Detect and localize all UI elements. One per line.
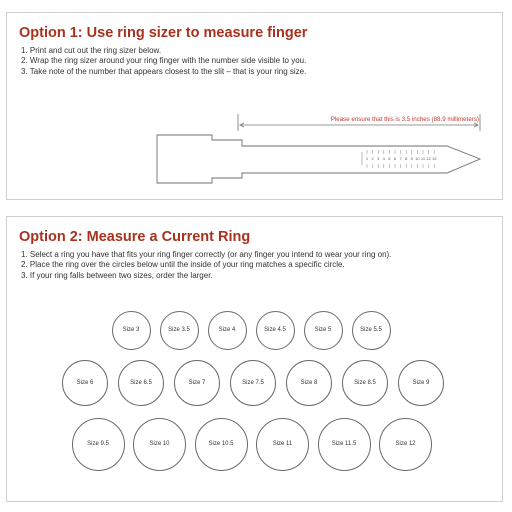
ring-circle	[342, 360, 388, 406]
ring-size-label: Size 8.5	[354, 380, 376, 386]
ring-circle	[318, 418, 371, 471]
ruler-note: Please ensure that this is 3.5 inches (88.9 millimeters)	[330, 116, 479, 123]
option1-step-3: 3. Take note of the number that appears closest to the slit – that is your ring size.	[21, 66, 307, 76]
ring-circle	[256, 311, 295, 350]
sizer-number: 8	[405, 156, 408, 161]
ring-circle	[286, 360, 332, 406]
sizer-number: 6	[393, 156, 397, 161]
sizer-number: 13	[431, 156, 437, 161]
ring-circle	[133, 418, 186, 471]
ring-size-label: Size 12	[395, 441, 416, 447]
sizer-number: 3	[377, 156, 380, 161]
ring-size-label: Size 9	[412, 380, 430, 386]
ring-size-label: Size 11.5	[331, 441, 357, 447]
ring-size-label: Size 4.5	[264, 327, 286, 333]
sizer-number: 10	[415, 156, 420, 161]
ring-sizer-section	[6, 12, 503, 200]
option2-steps	[21, 250, 391, 281]
ring-circle	[160, 311, 199, 350]
option1-step-2: 2. Wrap the ring sizer around your ring finger with the number side visible to you.	[21, 56, 307, 66]
ring-circle	[352, 311, 391, 350]
ring-size-label: Size 6	[76, 380, 94, 386]
option1-step-1: 1. Print and cut out the ring sizer below.	[21, 46, 162, 55]
sizer-number: 5	[388, 156, 391, 161]
sizer-number: 4	[382, 156, 385, 161]
option2-step-1: 1. Select a ring you have that fits your ring finger correctly (or any finger you intend to wear your ring on).	[21, 250, 392, 259]
ring-circle	[208, 311, 247, 350]
option1-title: Option 1: Use ring sizer to measure finger	[19, 25, 308, 41]
ring-circle	[72, 418, 125, 471]
ring-circle	[118, 360, 164, 406]
ring-circle	[304, 311, 343, 350]
ring-circle	[230, 360, 276, 406]
option2-step-2: 2. Place the ring over the circles below until the inside of your ring matches a specific circle.	[21, 260, 345, 270]
ring-size-label: Size 11	[272, 441, 293, 447]
ring-size-label: Size 10.5	[208, 441, 234, 447]
ring-size-label: Size 3.5	[168, 327, 190, 333]
ring-size-label: Size 7.5	[242, 380, 264, 386]
ring-circle-section	[6, 216, 503, 502]
sizer-number: 1	[365, 156, 369, 161]
option2-title: Option 2: Measure a Current Ring	[19, 229, 251, 245]
ring-size-label: Size 7	[188, 380, 206, 386]
ring-circle	[112, 311, 151, 350]
ring-circle	[174, 360, 220, 406]
ring-size-label: Size 5.5	[360, 327, 382, 333]
ring-circle	[195, 418, 248, 471]
ring-size-label: Size 3	[122, 327, 140, 333]
ring-circle	[62, 360, 108, 406]
sizer-number: 9	[410, 156, 413, 161]
ring-size-label: Size 4	[218, 327, 236, 333]
ring-circle	[398, 360, 444, 406]
ring-size-label: Size 10	[149, 441, 170, 447]
sizer-number: 7	[399, 156, 402, 161]
ring-size-label: Size 9.5	[87, 441, 109, 447]
ring-circle	[379, 418, 432, 471]
ring-size-label: Size 8	[300, 380, 318, 386]
ring-circle	[256, 418, 309, 471]
ring-sizer-illustration	[7, 13, 502, 199]
sizer-number: 11	[420, 156, 426, 161]
sizer-number: 12	[426, 156, 431, 161]
ring-size-label: Size 5	[314, 327, 332, 333]
sizer-number: 2	[371, 156, 374, 161]
ring-size-label: Size 6.5	[130, 380, 152, 386]
option2-step-3: 3. If your ring falls between two sizes, order the larger.	[21, 270, 213, 280]
